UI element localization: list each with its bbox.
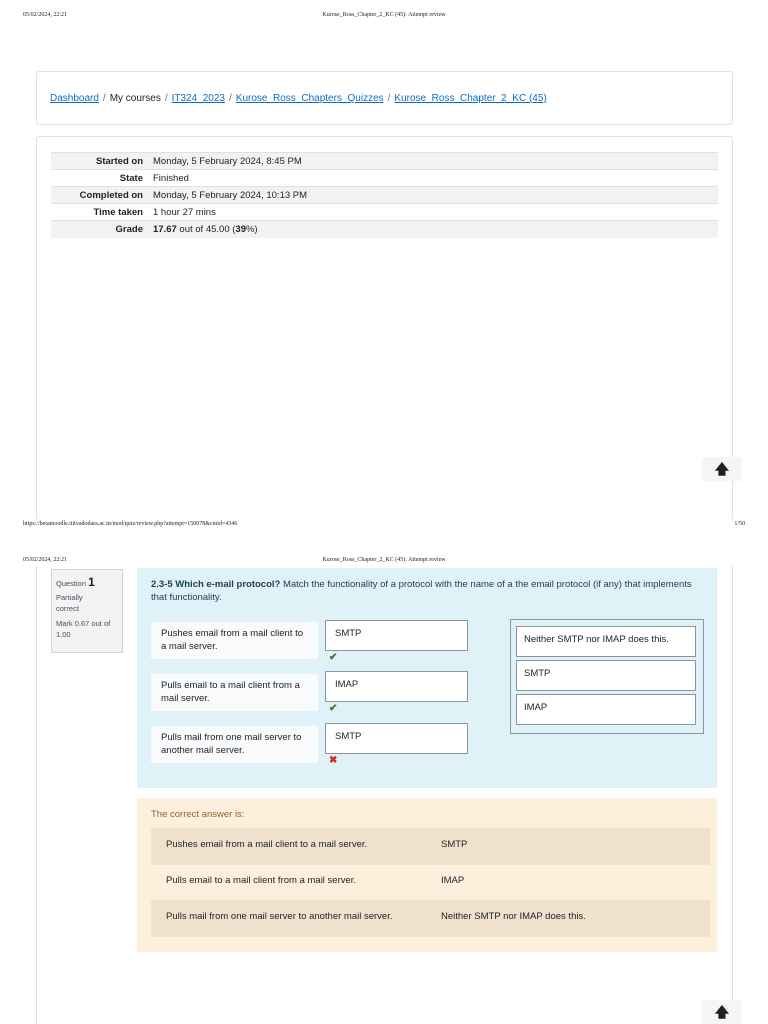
match-answer-dropzone[interactable]: IMAP — [325, 671, 468, 702]
card-border-left — [36, 566, 37, 1024]
question-title: 2.3-5 Which e-mail protocol? — [151, 579, 281, 590]
summary-value: Monday, 5 February 2024, 10:13 PM — [153, 189, 308, 201]
match-answer-dropzone[interactable]: SMTP — [325, 723, 468, 754]
summary-row-completed — [51, 187, 718, 204]
correct-answer-row — [151, 864, 710, 901]
match-stem: Pulls email to a mail client from a mail server. — [151, 674, 318, 711]
correct-answer-row — [151, 900, 710, 937]
print-url: https://betamoodle.iiitvadodara.ac.in/mod/quiz/review.php?attempt=150078&cmid=4346 — [23, 521, 238, 527]
grade-value — [148, 221, 718, 238]
correct-answer-stem: Pulls mail from one mail server to another mail server. — [166, 911, 393, 922]
breadcrumb-section-link[interactable]: Kurose_Ross_Chapters_Quizzes — [235, 93, 384, 104]
match-stem: Pulls mail from one mail server to another mail server. — [151, 726, 318, 763]
question-state: Partially correct — [56, 593, 83, 614]
correct-answer-stem: Pulls email to a mail client from a mail server. — [166, 875, 357, 886]
summary-row-state — [51, 170, 718, 187]
match-stem: Pushes email from a mail client to a mail server. — [151, 622, 318, 659]
correct-answer-value: Neither SMTP nor IMAP does this. — [441, 911, 586, 922]
breadcrumb-separator: / — [102, 93, 106, 104]
question-text — [151, 578, 701, 605]
breadcrumb-quiz-link[interactable]: Kurose_Ross_Chapter_2_KC (45) — [394, 93, 547, 104]
breadcrumb-separator: / — [164, 93, 168, 104]
cross-icon: ✖ — [329, 755, 338, 766]
grade-score: 17.67 — [153, 223, 177, 235]
correct-answer-stem: Pushes email from a mail client to a mail server. — [166, 839, 368, 850]
breadcrumb-my-courses: My courses — [109, 93, 161, 104]
grade-percent: 39 — [235, 223, 246, 235]
summary-value: 1 hour 27 mins — [153, 206, 216, 218]
drag-choice[interactable]: IMAP — [516, 694, 696, 725]
grade-out-of: out of 45.00 ( — [176, 223, 236, 235]
drag-choice[interactable]: SMTP — [516, 660, 696, 691]
scroll-to-top-button[interactable] — [702, 1000, 742, 1024]
grade-percent-suffix: %) — [245, 223, 258, 235]
summary-row-started — [51, 153, 718, 170]
question-label: Question — [56, 579, 87, 588]
summary-row-grade — [51, 221, 718, 238]
arrow-up-icon: 🡅 — [714, 461, 730, 477]
grade-label: Grade — [115, 223, 143, 235]
card-border-right — [732, 566, 733, 1024]
attempt-summary-table — [51, 152, 718, 238]
summary-row-time-taken — [51, 204, 718, 221]
breadcrumb-dashboard-link[interactable]: Dashboard — [50, 93, 99, 104]
drag-choice[interactable]: Neither SMTP nor IMAP does this. — [516, 626, 696, 657]
breadcrumb-course-link[interactable]: IT324_2023 — [171, 93, 225, 104]
print-page-number: 1/50 — [734, 521, 745, 527]
summary-label: State — [119, 172, 143, 184]
print-doc-title: Kurose_Ross_Chapter_2_KC (45): Attempt review — [322, 557, 446, 563]
summary-value: Finished — [153, 172, 189, 184]
check-icon: ✔ — [329, 652, 338, 663]
question-body: Match the functionality of a protocol with the name of a the email protocol (if any) that implements that functionality. — [151, 579, 692, 604]
print-datetime: 05/02/2024, 22:21 — [23, 557, 68, 563]
correct-answer-value: SMTP — [441, 839, 468, 850]
arrow-up-icon: 🡅 — [714, 1004, 730, 1020]
breadcrumb-separator: / — [387, 93, 391, 104]
breadcrumb — [50, 93, 547, 104]
print-datetime: 05/02/2024, 22:21 — [23, 12, 68, 18]
correct-answer-value: IMAP — [441, 875, 465, 886]
question-mark: Mark 0.67 out of 1.00 — [56, 619, 111, 640]
summary-label: Started on — [96, 155, 143, 167]
correct-answer-row — [151, 828, 710, 865]
question-number: 1 — [88, 575, 95, 589]
question-info — [51, 569, 123, 653]
breadcrumb-separator: / — [229, 93, 232, 104]
print-doc-title: Kurose_Ross_Chapter_2_KC (45): Attempt review — [322, 12, 446, 18]
summary-label: Completed on — [79, 189, 143, 201]
summary-value: Monday, 5 February 2024, 8:45 PM — [153, 155, 302, 167]
summary-label: Time taken — [93, 206, 143, 218]
correct-answer-title: The correct answer is: — [151, 809, 245, 820]
scroll-to-top-button[interactable] — [702, 457, 742, 481]
check-icon: ✔ — [329, 703, 338, 714]
match-answer-dropzone[interactable]: SMTP — [325, 620, 468, 651]
